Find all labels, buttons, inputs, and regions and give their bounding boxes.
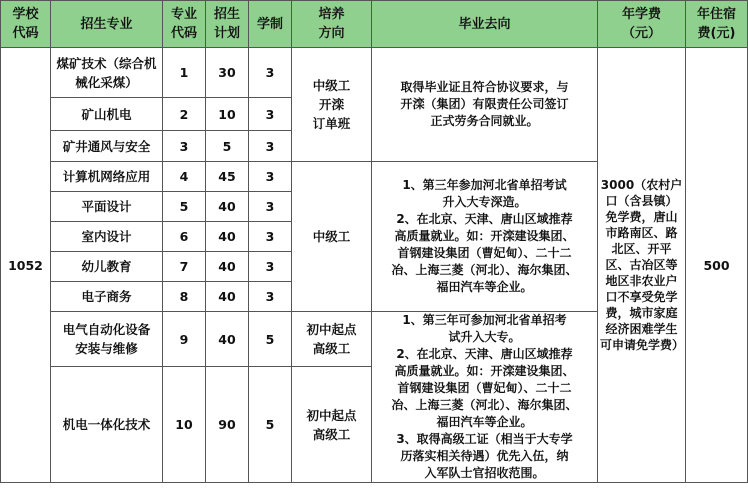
destination-cell: 1、第三年可参加河北省单招考 试升入大专。 2、在北京、天津、唐山区域推荐 高质量就业。如：开滦建设集团、 首钢建设集团（曹妃甸）、二十二 冶、上海三菱（河北）、海尔集团、 福田汽车等企业。 3、取得高级工证（相当于大专学 历落实相关待遇）优先入伍，纳 入军队士官招收范围。: [372, 312, 598, 483]
fee-cell: 3000（农村户口（含县镇）免学费，唐山市路南区、路北区、开平区、古冶区等地区非农业户口不享受免学费，城市家庭经济困难学生可申请免学费）: [598, 48, 686, 483]
major-cell: 机电一体化技术: [51, 367, 163, 483]
major-cell: 电气自动化设备 安装与维修: [51, 312, 163, 367]
major-code-cell: 6: [163, 222, 206, 252]
plan-cell: 40: [206, 192, 249, 222]
duration-cell: 3: [249, 252, 292, 282]
major-cell: 室内设计: [51, 222, 163, 252]
header-major: 招生专业: [51, 1, 163, 48]
plan-cell: 40: [206, 282, 249, 312]
major-cell: 电子商务: [51, 282, 163, 312]
major-cell: 矿井通风与安全: [51, 131, 163, 162]
major-cell: 幼儿教育: [51, 252, 163, 282]
major-cell: 矿山机电: [51, 98, 163, 131]
plan-cell: 5: [206, 131, 249, 162]
major-code-cell: 8: [163, 282, 206, 312]
major-cell: 计算机网络应用: [51, 162, 163, 192]
major-code-cell: 3: [163, 131, 206, 162]
direction-cell: 中级工: [292, 162, 372, 312]
plan-cell: 40: [206, 312, 249, 367]
duration-cell: 5: [249, 312, 292, 367]
duration-cell: 3: [249, 192, 292, 222]
major-code-cell: 1: [163, 48, 206, 98]
direction-cell: 初中起点 高级工: [292, 312, 372, 367]
major-code-cell: 5: [163, 192, 206, 222]
duration-cell: 5: [249, 367, 292, 483]
major-code-cell: 10: [163, 367, 206, 483]
header-major-code: 专业 代码: [163, 1, 206, 48]
major-code-cell: 9: [163, 312, 206, 367]
header-fee: 年学费 （元）: [598, 1, 686, 48]
plan-cell: 10: [206, 98, 249, 131]
major-code-cell: 4: [163, 162, 206, 192]
major-code-cell: 2: [163, 98, 206, 131]
direction-cell: 初中起点 高级工: [292, 367, 372, 483]
destination-cell: 取得毕业证且符合协议要求，与 开滦（集团）有限责任公司签订 正式劳务合同就业。: [372, 48, 598, 162]
plan-cell: 45: [206, 162, 249, 192]
major-cell: 平面设计: [51, 192, 163, 222]
duration-cell: 3: [249, 48, 292, 98]
major-cell: 煤矿技术（综合机 械化采煤）: [51, 48, 163, 98]
plan-cell: 40: [206, 252, 249, 282]
plan-cell: 90: [206, 367, 249, 483]
table-row: [1, 48, 748, 98]
header-plan: 招生 计划: [206, 1, 249, 48]
duration-cell: 3: [249, 222, 292, 252]
header-duration: 学制: [249, 1, 292, 48]
header-lodging: 年住宿 费(元): [686, 1, 748, 48]
direction-cell: 中级工 开滦 订单班: [292, 48, 372, 162]
header-destination: 毕业去向: [372, 1, 598, 48]
duration-cell: 3: [249, 98, 292, 131]
school-code-cell: 1052: [1, 48, 51, 483]
header-row: [1, 1, 748, 48]
duration-cell: 3: [249, 162, 292, 192]
destination-cell: 1、第三年参加河北省单招考试 升入大专深造。 2、在北京、天津、唐山区域推荐 高质量就业。如：开滦建设集团、 首钢建设集团（曹妃甸）、二十二 冶、上海三菱（河北）、海尔集团、 福田汽车等企业。: [372, 162, 598, 312]
duration-cell: 3: [249, 282, 292, 312]
duration-cell: 3: [249, 131, 292, 162]
header-school-code: 学校 代码: [1, 1, 51, 48]
plan-cell: 30: [206, 48, 249, 98]
lodging-fee-cell: 500: [686, 48, 748, 483]
header-direction: 培养 方向: [292, 1, 372, 48]
major-code-cell: 7: [163, 252, 206, 282]
plan-cell: 40: [206, 222, 249, 252]
